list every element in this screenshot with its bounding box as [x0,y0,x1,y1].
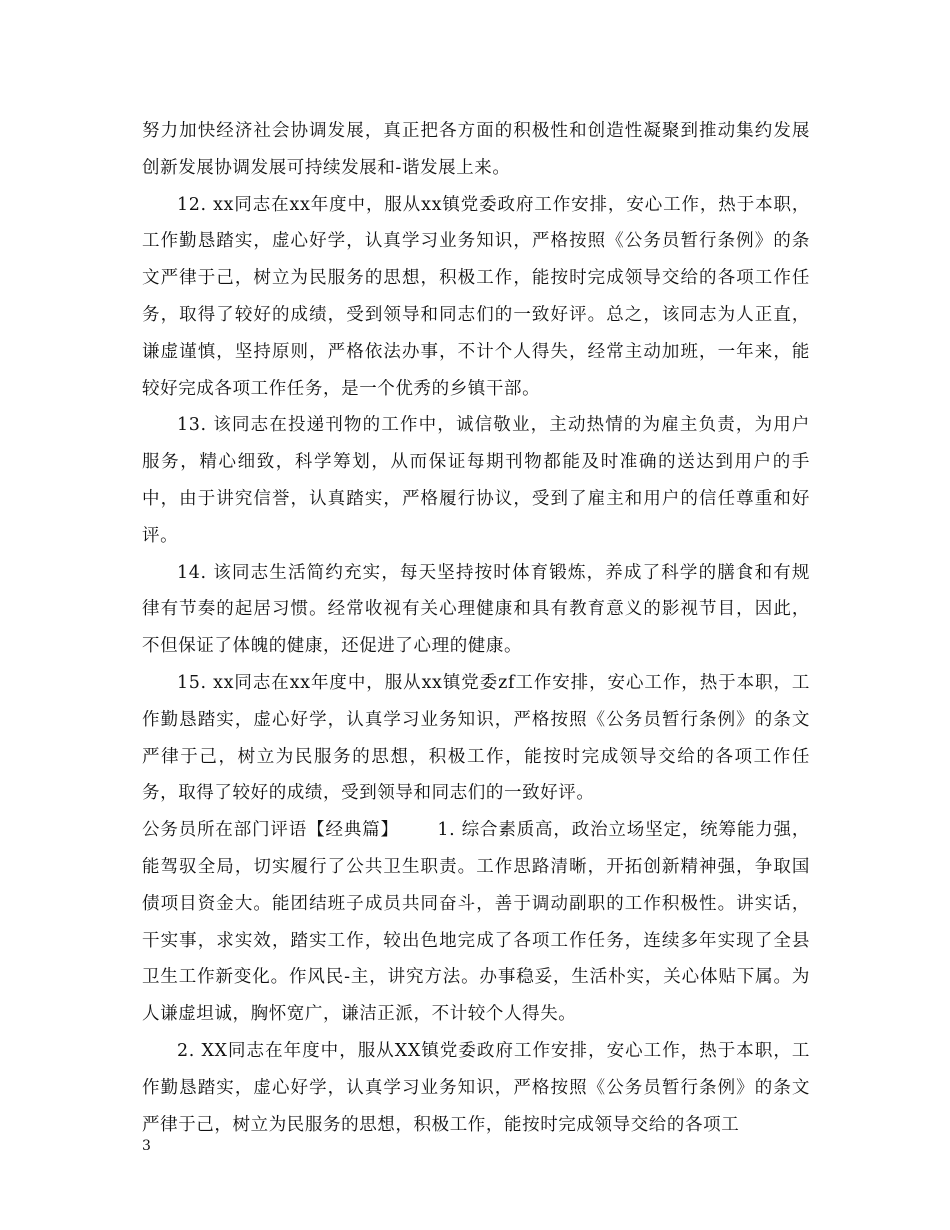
section-heading: 公务员所在部门评语【经典篇】 [142,820,399,841]
paragraph-section-item-2: 2. XX同志在年度中，服从XX镇党委政府工作安排，安心工作，热于本职，工作勤恳踏实，虚心好学，认真学习业务知识，严格按照《公务员暂行条例》的条文严律于己，树立为民服务的思想，积极工作，能按时完成领导交给的各项工 [142,1040,810,1135]
section-gap [399,820,437,840]
paragraph-item-12: 12. xx同志在xx年度中，服从xx镇党委政府工作安排，安心工作，热于本职，工作勤恳踏实，虚心好学，认真学习业务知识，严格按照《公务员暂行条例》的条文严律于己，树立为民服务的思想，积极工作，能按时完成领导交给的各项工作任务，取得了较好的成绩，受到领导和同志们的一致好评。总之，该同志为人正直，谦虚谨慎，坚持原则，严格依法办事，不计个人得失，经常主动加班，一年来，能较好完成各项工作任务，是一个优秀的乡镇干部。 [142,194,810,399]
paragraph-item-15: 15. xx同志在xx年度中，服从xx镇党委zf工作安排，安心工作，热于本职，工作勤恳踏实，虚心好学，认真学习业务知识，严格按照《公务员暂行条例》的条文严律于己，树立为民服务的思想，积极工作，能按时完成领导交给的各项工作任务，取得了较好的成绩，受到领导和同志们的一致好评。 [142,672,810,804]
page-number: 3 [142,1138,151,1154]
document-body [142,113,810,1143]
section-paragraph [142,812,810,1033]
paragraph-item-13: 13. 该同志在投递刊物的工作中，诚信敬业，主动热情的为雇主负责，为用户服务，精心细致，科学筹划，从而保证每期刊物都能及时准确的送达到用户的手中，由于讲究信誉，认真踏实，严格履行协议，受到了雇主和用户的信任尊重和好评。 [142,415,810,546]
section-item-1-text: 1. 综合素质高，政治立场坚定，统筹能力强，能驾驭全局，切实履行了公共卫生职责。工作思路清晰，开拓创新精神强，争取国债项目资金大。能团结班子成员共同奋斗，善于调动副职的工作积极性。讲实话，干实事，求实效，踏实工作，较出色地完成了各项工作任务，连续多年实现了全县卫生工作新变化。作风民-主，讲究方法。办事稳妥，生活朴实，关心体贴下属。为人谦虚坦诚，胸怀宽广，谦洁正派，不计较个人得失。 [142,820,810,1025]
paragraph-continuation: 努力加快经济社会协调发展，真正把各方面的积极性和创造性凝聚到推动集约发展创新发展协调发展可持续发展和-谐发展上来。 [142,121,810,178]
paragraph-item-14: 14. 该同志生活简约充实，每天坚持按时体育锻炼，养成了科学的膳食和有规律有节奏的起居习惯。经常收视有关心理健康和具有教育意义的影视节目，因此，不但保证了体魄的健康，还促进了心理的健康。 [142,562,810,657]
